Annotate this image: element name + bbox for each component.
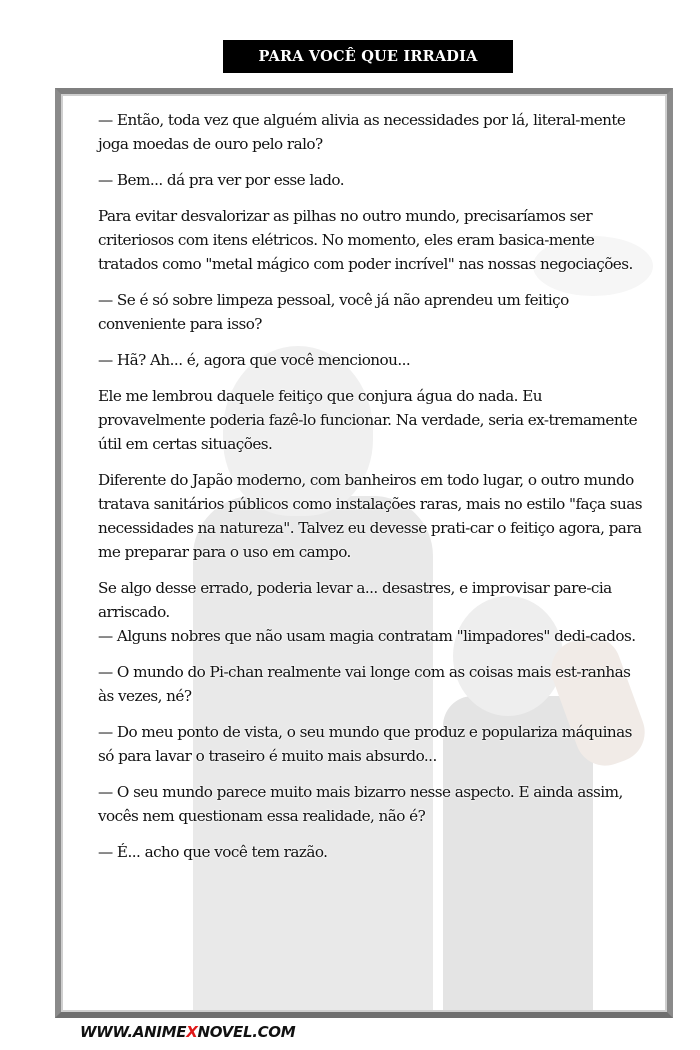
paragraph: — É... acho que você tem razão. — [98, 843, 328, 861]
paragraph: Se algo desse errado, poderia levar a... desastres, e improvisar pare-cia arriscado. — [98, 579, 612, 621]
text-frame — [55, 88, 673, 1018]
paragraph: — Alguns nobres que não usam magia contratam "limpadores" dedi-cados. — [98, 627, 636, 645]
chapter-title: PARA VOCÊ QUE IRRADIA — [223, 40, 513, 73]
site-x-accent: X — [186, 1023, 198, 1041]
paragraph: — Se é só sobre limpeza pessoal, você já não aprendeu um feitiço conveniente para isso? — [98, 291, 569, 333]
chapter-text — [98, 108, 643, 876]
paragraph: — Bem... dá pra ver por esse lado. — [98, 171, 344, 189]
paragraph: Ele me lembrou daquele feitiço que conjura água do nada. Eu provavelmente poderia fazê-lo funcionar. Na verdade, seria ex-tremamente útil em certas situações. — [98, 387, 638, 453]
paragraph: Diferente do Japão moderno, com banheiros em todo lugar, o outro mundo tratava sanitários públicos como instalações raras, mais no estilo "faça suas necessidades na natureza". Talvez eu devesse prati-car o feitiço agora, para me preparar para o uso em campo. — [98, 471, 643, 561]
site-suffix: NOVEL.COM — [197, 1023, 296, 1041]
site-watermark-link[interactable] — [80, 1023, 295, 1041]
paragraph: — O seu mundo parece muito mais bizarro nesse aspecto. E ainda assim, vocês nem questionam essa realidade, não é? — [98, 783, 623, 825]
frame-inner-border — [61, 94, 667, 1012]
paragraph: Para evitar desvalorizar as pilhas no outro mundo, precisaríamos ser criteriosos com itens elétricos. No momento, eles eram basica-mente tratados como "metal mágico com poder incrível" nas nossas negociações. — [98, 207, 633, 273]
paragraph: — Do meu ponto de vista, o seu mundo que produz e populariza máquinas só para lavar o traseiro é muito mais absurdo... — [98, 723, 632, 765]
paragraph: — Então, toda vez que alguém alivia as necessidades por lá, literal-mente joga moedas de ouro pelo ralo? — [98, 111, 626, 153]
paragraph: — Hã? Ah... é, agora que você mencionou... — [98, 351, 411, 369]
paragraph: — O mundo do Pi-chan realmente vai longe com as coisas mais est-ranhas às vezes, né? — [98, 663, 631, 705]
site-prefix: WWW.ANIME — [80, 1023, 187, 1041]
